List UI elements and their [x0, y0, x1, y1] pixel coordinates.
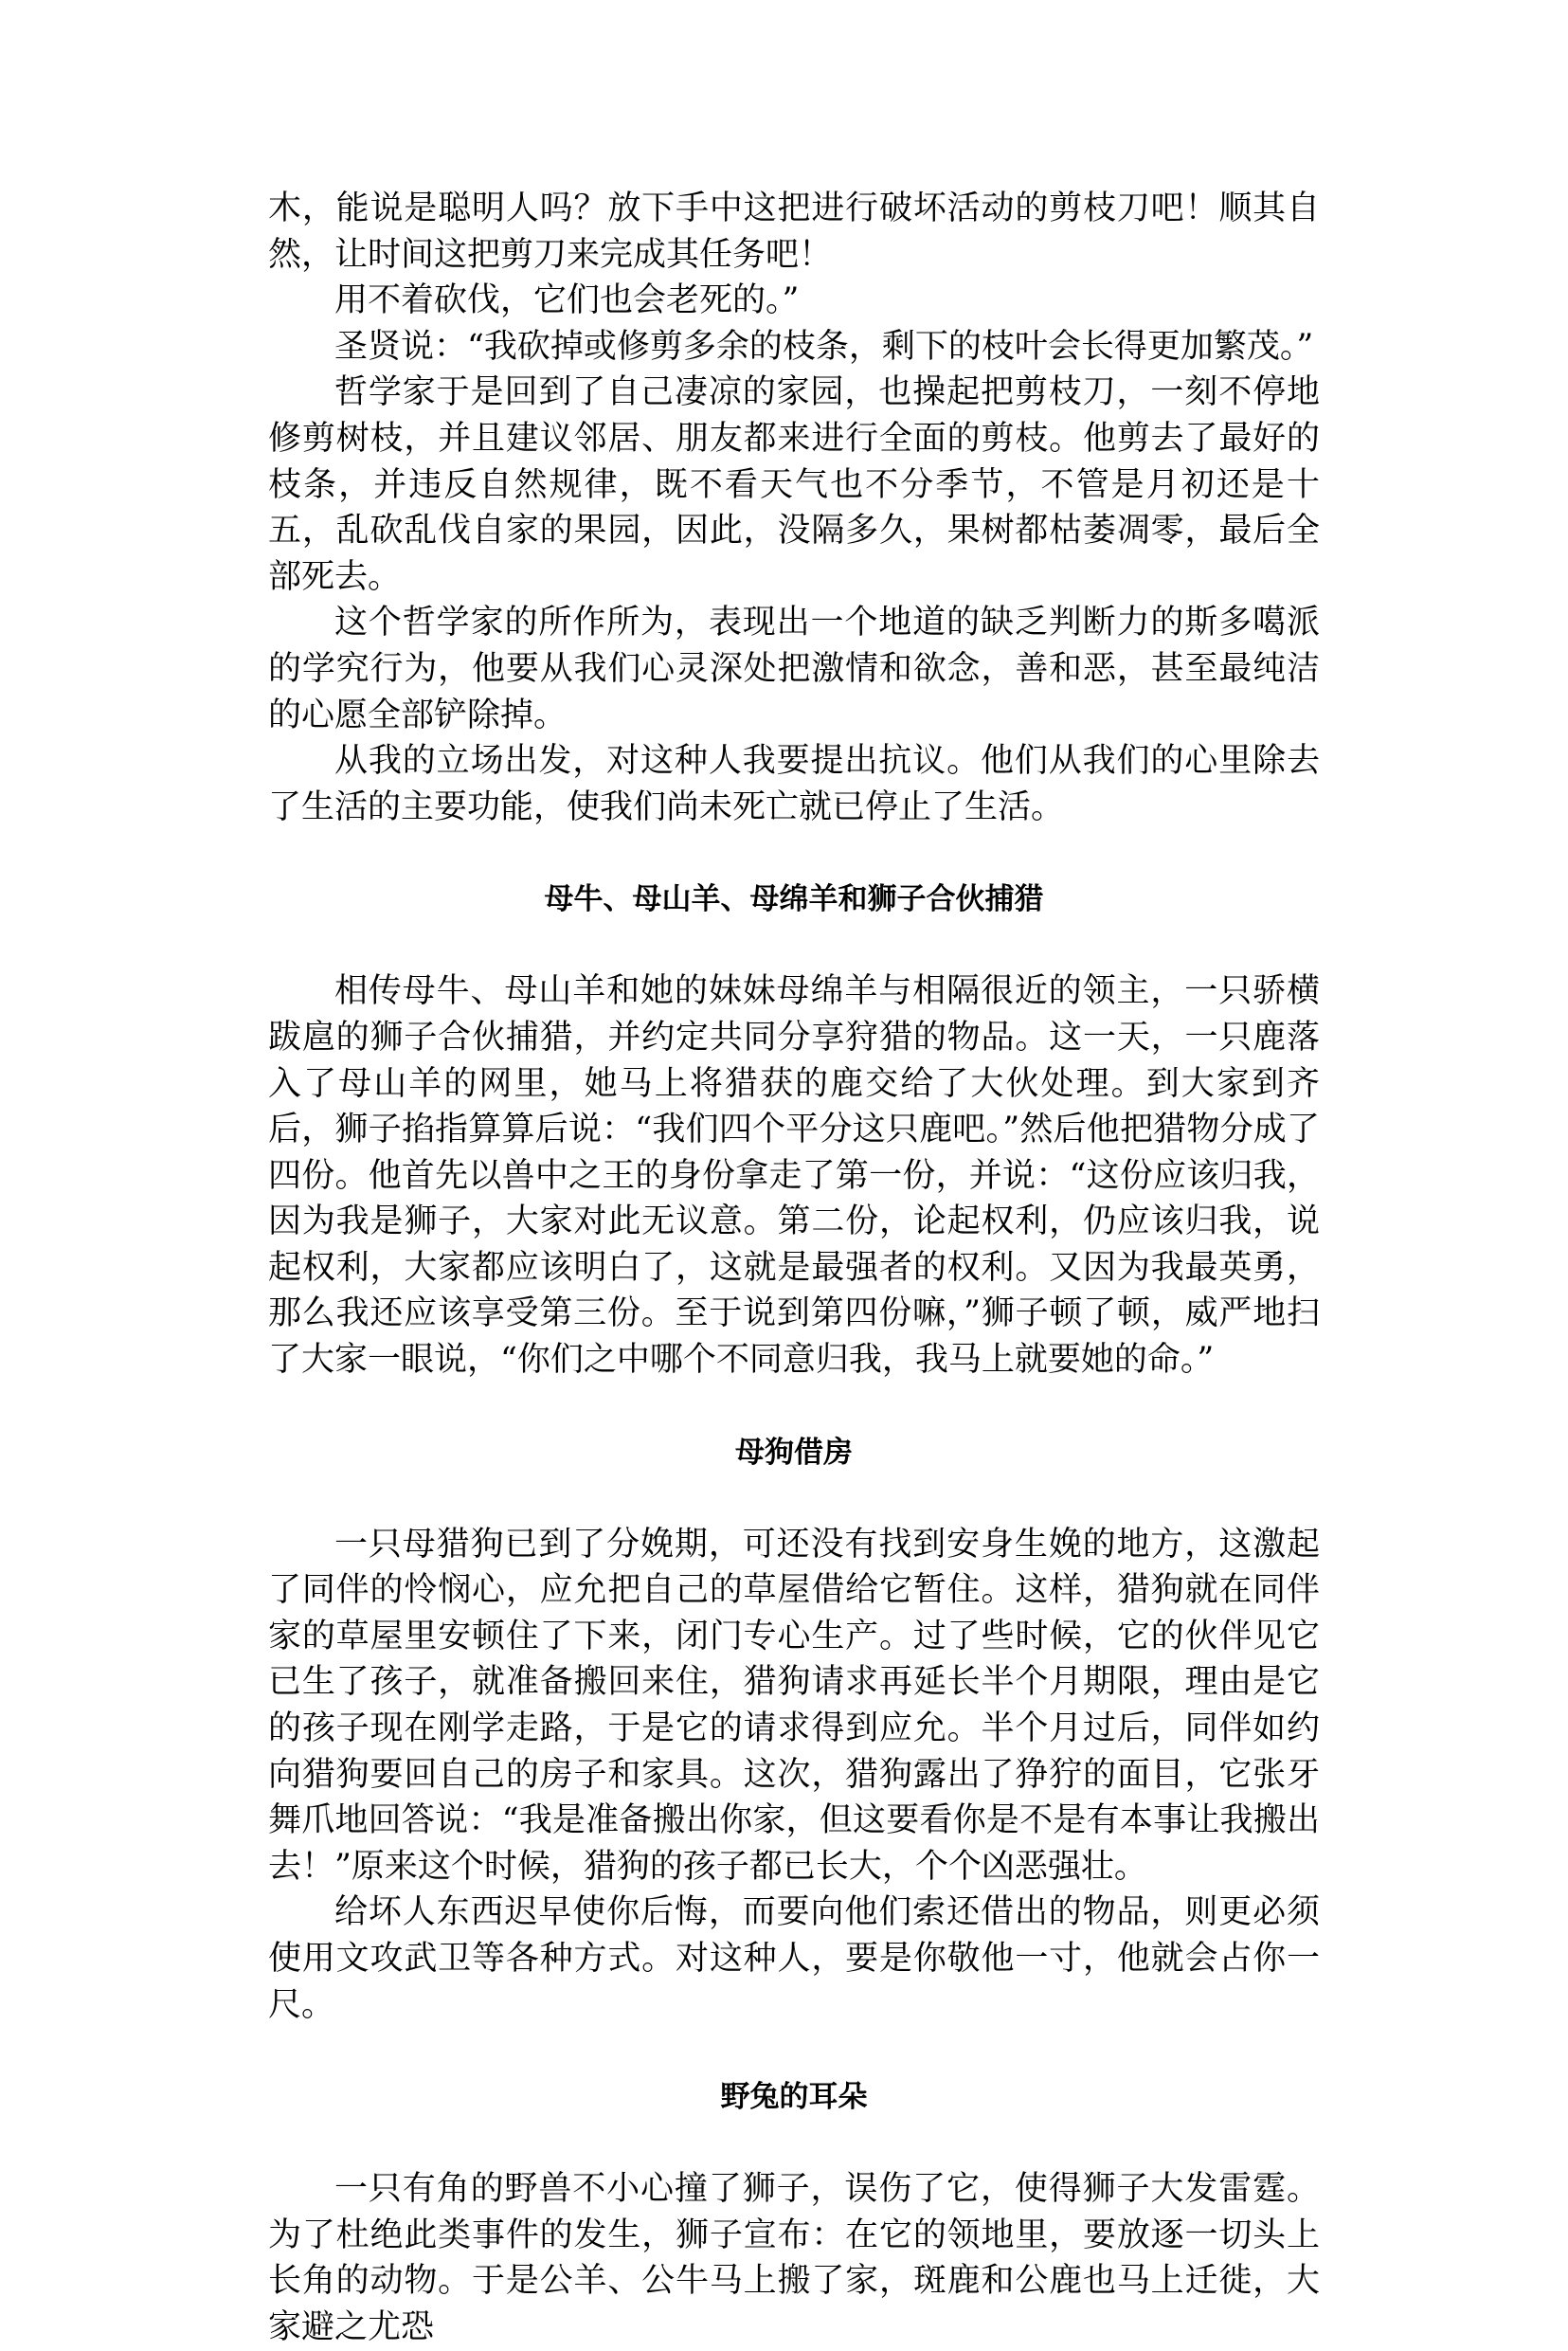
paragraph: 相传母牛、母山羊和她的妹妹母绵羊与相隔很近的领主，一只骄横跋扈的狮子合伙捕猎，并约定共同分享狩猎的物品。这一天，一只鹿落入了母山羊的网里，她马上将猎获的鹿交给了大伙处理。到大家到齐后，狮子掐指算算后说：“我们四个平分这只鹿吧。”然后他把猎物分成了四份。他首先以兽中之王的身份拿走了第一份，并说：“这份应该归我，因为我是狮子，大家对此无议意。第二份，论起权利，仍应该归我，说起权利，大家都应该明白了，这就是最强者的权利。又因为我最英勇，那么我还应该享受第三份。至于说到第四份嘛，”狮子顿了顿，威严地扫了大家一眼说，“你们之中哪个不同意归我，我马上就要她的命。”	[268, 972, 1320, 1380]
paragraph: 圣贤说：“我砍掉或修剪多余的枝条，剩下的枝叶会长得更加繁茂。”	[334, 327, 1314, 366]
paragraph: 哲学家于是回到了自己凄凉的家园，也操起把剪枝刀，一刻不停地修剪树枝，并且建议邻居、朋友都来进行全面的剪枝。他剪去了最好的枝条，并违反自然规律，既不看天气也不分季节，不管是月初还是十五，乱砍乱伐自家的果园，因此，没隔多久，果树都枯萎凋零，最后全部死去。	[268, 373, 1320, 596]
paragraph: 木，能说是聪明人吗？放下手中这把进行破坏活动的剪枝刀吧！顺其自然，让时间这把剪刀来完成其任务吧！	[268, 190, 1320, 274]
paragraph: 一只有角的野兽不小心撞了狮子，误伤了它，使得狮子大发雷霆。为了杜绝此类事件的发生，狮子宣布：在它的领地里，要放逐一切头上长角的动物。于是公羊、公牛马上搬了家，斑鹿和公鹿也马上迁徙，大家避之尤恐	[268, 2170, 1320, 2346]
paragraph: 从我的立场出发，对这种人我要提出抗议。他们从我们的心里除去了生活的主要功能，使我们尚未死亡就已停止了生活。	[268, 742, 1320, 826]
story-title: 母牛、母山羊、母绵羊和狮子合伙捕猎	[544, 882, 1044, 917]
paragraph: 给坏人东西迟早使你后悔，而要向他们索还借出的物品，则更必须使用文攻武卫等各种方式。对这种人，要是你敬他一寸，他就会占你一尺。	[268, 1893, 1320, 2024]
paragraph: 这个哲学家的所作所为，表现出一个地道的缺乏判断力的斯多噶派的学究行为，他要从我们心灵深处把激情和欲念，善和恶，甚至最纯洁的心愿全部铲除掉。	[268, 604, 1320, 734]
story-title: 母狗借房	[735, 1435, 853, 1470]
paragraph: 用不着砍伐，它们也会老死的。”	[334, 281, 800, 320]
paragraph: 一只母猎狗已到了分娩期，可还没有找到安身生娩的地方，这激起了同伴的怜悯心，应允把自己的草屋借给它暂住。这样，猎狗就在同伴家的草屋里安顿住了下来，闭门专心生产。过了些时候，它的伙伴见它已生了孩子，就准备搬回来住，猎狗请求再延长半个月期限，理由是它的孩子现在刚学走路，于是它的请求得到应允。半个月过后，同伴如约向猎狗要回自己的房子和家具。这次，猎狗露出了狰狞的面目，它张牙舞爪地回答说：“我是准备搬出你家，但这要看你是不是有本事让我搬出去！”原来这个时候，猎狗的孩子都已长大，个个凶恶强壮。	[268, 1525, 1320, 1886]
story-title: 野兔的耳朵	[720, 2080, 868, 2115]
document-page	[268, 186, 1320, 2351]
